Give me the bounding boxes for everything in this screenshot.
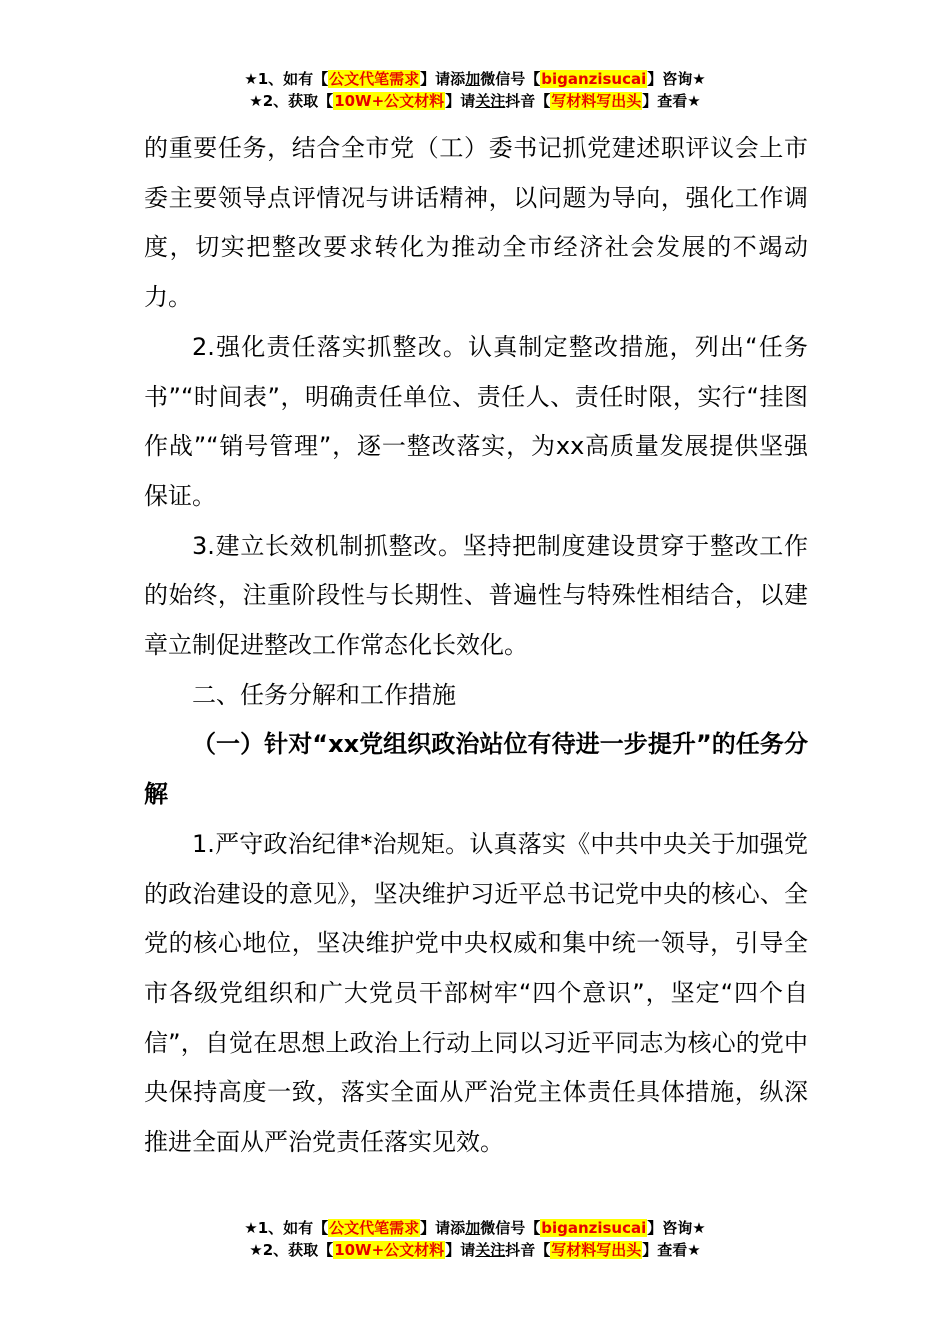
promo-banner-bottom <box>0 1217 950 1261</box>
promo-banner-top <box>0 68 950 112</box>
highlight-text: 公文代笔需求 <box>329 1219 420 1237</box>
paragraph-intro: 的重要任务，结合全市党（工）委书记抓党建述职评议会上市委主要领导点评情况与讲话精神，以问题为导向，强化工作调度，切实把整改要求转化为推动全市经济社会发展的不竭动力。 <box>144 134 808 312</box>
highlight-text: 写材料写出头 <box>551 92 642 110</box>
promo-line-1: ★1、如有【公文代笔需求】请添加微信号【biganzisucai】咨询★ <box>244 1219 706 1237</box>
highlight-text: 10W+公文材料 <box>334 92 445 110</box>
highlight-text: biganzisucai <box>541 70 647 88</box>
section-heading: 二、任务分解和工作措施 <box>192 680 456 709</box>
highlight-text: 写材料写出头 <box>551 1241 642 1259</box>
paragraph-4: 1.严守政治纪律*治规矩。认真落实《中共中央关于加强党的政治建设的意见》，坚决维护习近平总书记党中央的核心、全党的核心地位，坚决维护党中央权威和集中统一领导，引导全市各级党组织和广大党员干部树牢“四个意识”，坚定“四个自信”，自觉在思想上政治上行动上同以习近平同志为核心的党中央保持高度一致，落实全面从严治党主体责任具体措施，纵深推进全面从严治党责任落实见效。 <box>144 829 808 1157</box>
promo-line-2: ★2、获取【10W+公文材料】请关注抖音【写材料写出头】查看★ <box>249 1241 701 1259</box>
highlight-text: 公文代笔需求 <box>329 70 420 88</box>
highlight-text: biganzisucai <box>541 1219 647 1237</box>
paragraph-3: 3.建立长效机制抓整改。坚持把制度建设贯穿于整改工作的始终，注重阶段性与长期性、普遍性与特殊性相结合，以建章立制促进整改工作常态化长效化。 <box>144 531 808 660</box>
highlight-text: 10W+公文材料 <box>334 1241 445 1259</box>
promo-line-2: ★2、获取【10W+公文材料】请关注抖音【写材料写出头】查看★ <box>249 92 701 110</box>
paragraph-2: 2.强化责任落实抓整改。认真制定整改措施，列出“任务书”“时间表”，明确责任单位、责任人、责任时限，实行“挂图作战”“销号管理”，逐一整改落实，为xx高质量发展提供坚强保证。 <box>144 332 808 510</box>
subsection-heading: （一）针对“xx党组织政治站位有待进一步提升”的任务分解 <box>144 730 808 809</box>
promo-line-1: ★1、如有【公文代笔需求】请添加微信号【biganzisucai】咨询★ <box>244 70 706 88</box>
document-body <box>144 124 808 1168</box>
